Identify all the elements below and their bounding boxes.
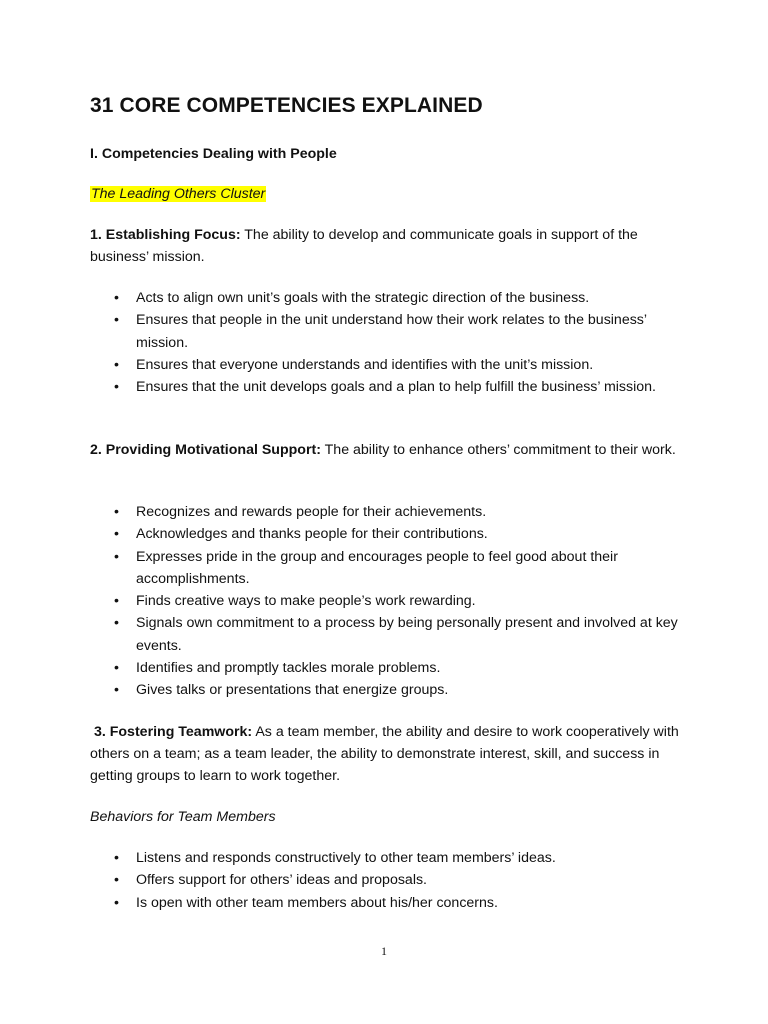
bullet-text: Ensures that everyone understands and identifies with the unit’s mission. (136, 356, 594, 373)
list-item (90, 657, 680, 679)
bullet-icon: • (114, 379, 119, 396)
list-item (90, 546, 680, 591)
bullet-icon: • (114, 548, 119, 565)
competency-3-heading: 3. Fostering Teamwork: (93, 724, 253, 740)
list-item (90, 590, 680, 612)
competency-3-bullet-list (90, 847, 680, 914)
bullet-text: Signals own commitment to a process by being personally present and involved at key events. (136, 615, 678, 654)
bullet-text: Is open with other team members about his/her concerns. (136, 894, 498, 911)
bullet-text: Identifies and promptly tackles morale problems. (136, 660, 441, 677)
competency-2-bullet-list (90, 501, 680, 702)
bullet-icon: • (114, 682, 119, 699)
bullet-icon: • (114, 872, 119, 889)
bullet-text: Offers support for others’ ideas and proposals. (136, 872, 428, 889)
bullet-icon: • (114, 894, 119, 911)
bullet-icon: • (114, 312, 119, 329)
competency-1-heading: 1. Establishing Focus: (90, 227, 241, 243)
competency-1-paragraph (90, 224, 680, 268)
bullet-icon: • (114, 504, 119, 520)
bullet-text: Listens and responds constructively to other team members’ ideas. (136, 850, 556, 866)
list-item (90, 376, 680, 398)
bullet-text: Acts to align own unit’s goals with the strategic direction of the business. (136, 290, 590, 306)
section-heading: I. Competencies Dealing with People (90, 146, 337, 162)
competency-1-description: The ability to develop and communicate goals in support of the business’ mission. (90, 227, 638, 265)
list-item (90, 679, 680, 701)
bullet-text: Gives talks or presentations that energize groups. (136, 682, 449, 699)
bullet-icon: • (114, 850, 119, 866)
bullet-icon: • (114, 526, 119, 543)
list-item (90, 869, 680, 891)
cluster-label (90, 184, 266, 204)
competency-2-heading: 2. Providing Motivational Support: (90, 442, 321, 458)
list-item (90, 892, 680, 914)
competency-3-paragraph (90, 721, 680, 787)
bullet-icon: • (114, 290, 119, 306)
bullet-text: Ensures that people in the unit understand how their work relates to the business’ mission. (136, 312, 647, 351)
bullet-text: Recognizes and rewards people for their achievements. (136, 504, 487, 520)
competency-2-paragraph (90, 439, 680, 461)
bullet-icon: • (114, 356, 119, 373)
competency-2-description: The ability to enhance others’ commitment to their work. (320, 442, 676, 458)
bullet-text: Finds creative ways to make people’s work rewarding. (136, 593, 476, 610)
bullet-icon: • (114, 615, 119, 632)
list-item (90, 354, 680, 376)
page-number: 1 (381, 944, 387, 958)
bullet-text: Ensures that the unit develops goals and a plan to help fulfill the business’ mission. (136, 379, 656, 396)
list-item (90, 612, 680, 657)
list-item (90, 501, 680, 523)
bullet-text: Expresses pride in the group and encourages people to feel good about their accomplishments. (136, 548, 618, 587)
list-item (90, 523, 680, 545)
list-item (90, 847, 680, 869)
bullet-text: Acknowledges and thanks people for their contributions. (136, 526, 488, 543)
competency-1-bullet-list (90, 287, 680, 398)
list-item (90, 287, 680, 309)
list-item (90, 309, 680, 354)
team-members-subheading: Behaviors for Team Members (90, 809, 276, 825)
competency-3-description: As a team member, the ability and desire to work cooperatively with others on a team; as a team leader, the ability to demonstrate interest, skill, and success in getting groups to learn to work together. (90, 724, 679, 784)
document-title: 31 CORE COMPETENCIES EXPLAINED (90, 94, 483, 117)
bullet-icon: • (114, 660, 119, 677)
cluster-label-highlight: The Leading Others Cluster (91, 186, 266, 202)
bullet-icon: • (114, 593, 119, 610)
